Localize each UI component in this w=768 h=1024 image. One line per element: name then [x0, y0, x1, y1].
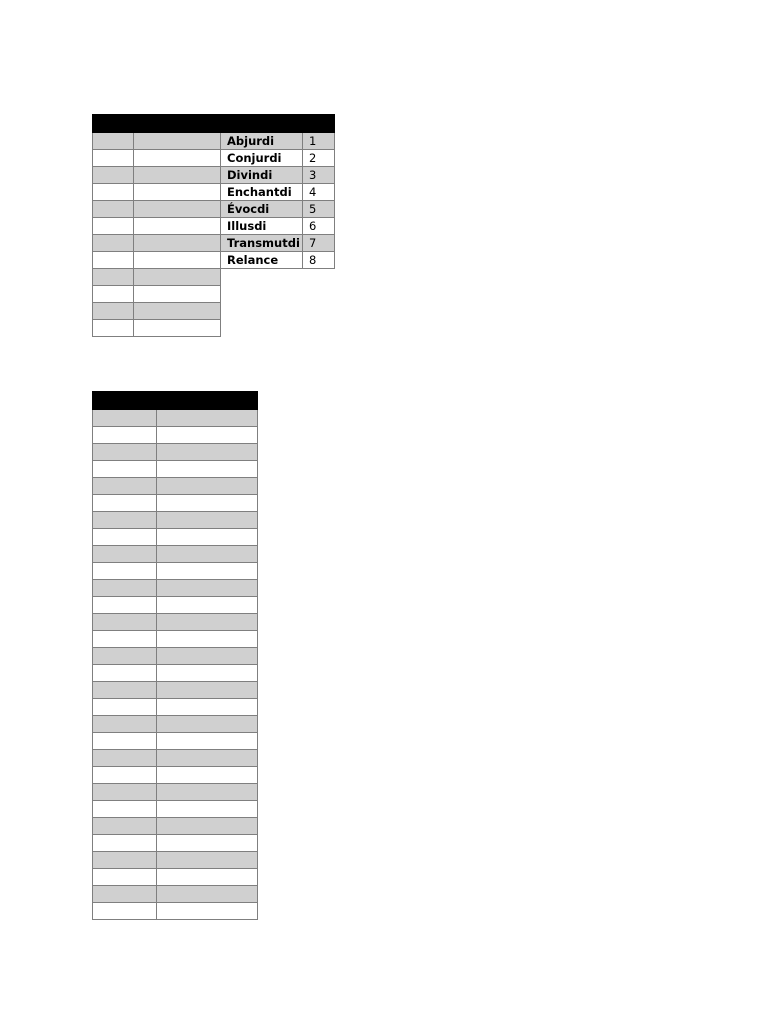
empty-cell — [157, 784, 258, 801]
table-row — [93, 235, 335, 252]
empty-cell — [157, 818, 258, 835]
empty-cell — [93, 303, 134, 320]
empty-cell — [93, 320, 134, 337]
empty-cell — [134, 235, 221, 252]
school-name-cell: Relance — [221, 252, 303, 269]
empty-cell — [157, 835, 258, 852]
empty-cell — [93, 218, 134, 235]
empty-cell — [134, 303, 221, 320]
header-cell — [303, 115, 335, 133]
school-name-cell: Transmutdi — [221, 235, 303, 252]
empty-cell — [157, 495, 258, 512]
blank-space — [221, 303, 303, 320]
empty-cell — [157, 750, 258, 767]
header-cell — [93, 115, 134, 133]
empty-cell — [157, 410, 258, 427]
empty-cell — [157, 886, 258, 903]
blank-space — [221, 286, 303, 303]
empty-cell — [93, 133, 134, 150]
table-row — [93, 303, 335, 320]
empty-cell — [93, 461, 157, 478]
empty-cell — [157, 512, 258, 529]
empty-cell — [93, 801, 157, 818]
empty-cell — [157, 767, 258, 784]
blank-space — [303, 286, 335, 303]
empty-cell — [93, 716, 157, 733]
table-row — [93, 767, 258, 784]
school-name-cell: Enchantdi — [221, 184, 303, 201]
empty-cell — [157, 665, 258, 682]
empty-cell — [134, 286, 221, 303]
empty-cell — [134, 252, 221, 269]
empty-cell — [157, 716, 258, 733]
empty-cell — [93, 903, 157, 920]
empty-table — [92, 391, 258, 920]
empty-cell — [93, 201, 134, 218]
table-row — [93, 252, 335, 269]
table-row — [93, 150, 335, 167]
empty-cell — [134, 218, 221, 235]
empty-cell — [93, 784, 157, 801]
empty-cell — [157, 461, 258, 478]
blank-space — [221, 320, 303, 337]
empty-cell — [93, 235, 134, 252]
table-row — [93, 580, 258, 597]
empty-cell — [134, 269, 221, 286]
school-number-cell: 6 — [303, 218, 335, 235]
table-row — [93, 614, 258, 631]
table-row — [93, 801, 258, 818]
empty-cell — [93, 682, 157, 699]
table-row — [93, 784, 258, 801]
empty-cell — [93, 835, 157, 852]
empty-cell — [93, 286, 134, 303]
empty-cell — [157, 427, 258, 444]
table-row — [93, 886, 258, 903]
empty-cell — [93, 563, 157, 580]
school-name-cell: Évocdi — [221, 201, 303, 218]
empty-cell — [93, 597, 157, 614]
empty-cell — [93, 580, 157, 597]
empty-cell — [157, 648, 258, 665]
empty-cell — [157, 563, 258, 580]
table-row — [93, 286, 335, 303]
blank-space — [303, 269, 335, 286]
table-row — [93, 750, 258, 767]
school-number-cell: 3 — [303, 167, 335, 184]
empty-cell — [93, 818, 157, 835]
empty-cell — [93, 150, 134, 167]
school-name-cell: Abjurdi — [221, 133, 303, 150]
header-cell — [134, 115, 221, 133]
table-row — [93, 218, 335, 235]
school-number-cell: 4 — [303, 184, 335, 201]
table-row — [93, 563, 258, 580]
table-row — [93, 699, 258, 716]
empty-cell — [93, 852, 157, 869]
table-row — [93, 495, 258, 512]
empty-cell — [157, 699, 258, 716]
school-number-cell: 7 — [303, 235, 335, 252]
school-name-cell: Illusdi — [221, 218, 303, 235]
empty-cell — [157, 529, 258, 546]
table-row — [93, 529, 258, 546]
school-table-header-row — [93, 115, 335, 133]
table-row — [93, 733, 258, 750]
school-name-cell: Conjurdi — [221, 150, 303, 167]
empty-cell — [157, 801, 258, 818]
table-row — [93, 648, 258, 665]
empty-cell — [134, 320, 221, 337]
school-number-cell: 5 — [303, 201, 335, 218]
table-row — [93, 869, 258, 886]
empty-cell — [93, 269, 134, 286]
empty-cell — [157, 478, 258, 495]
empty-cell — [134, 184, 221, 201]
table-row — [93, 427, 258, 444]
school-table — [92, 114, 335, 337]
empty-cell — [157, 614, 258, 631]
table-row — [93, 320, 335, 337]
blank-space — [303, 303, 335, 320]
table-row — [93, 512, 258, 529]
empty-cell — [157, 903, 258, 920]
header-cell — [93, 392, 157, 410]
empty-cell — [157, 869, 258, 886]
empty-cell — [134, 133, 221, 150]
empty-cell — [157, 631, 258, 648]
empty-cell — [157, 580, 258, 597]
empty-cell — [93, 444, 157, 461]
empty-cell — [93, 495, 157, 512]
empty-cell — [93, 529, 157, 546]
empty-cell — [157, 852, 258, 869]
school-number-cell: 2 — [303, 150, 335, 167]
table-row — [93, 269, 335, 286]
empty-cell — [93, 252, 134, 269]
table-row — [93, 133, 335, 150]
empty-cell — [93, 886, 157, 903]
table-row — [93, 478, 258, 495]
empty-cell — [93, 410, 157, 427]
empty-table-body — [93, 392, 258, 920]
empty-cell — [93, 512, 157, 529]
table-row — [93, 835, 258, 852]
school-table-body — [93, 115, 335, 337]
school-name-cell: Divindi — [221, 167, 303, 184]
table-row — [93, 903, 258, 920]
empty-cell — [93, 631, 157, 648]
table-row — [93, 631, 258, 648]
blank-space — [221, 269, 303, 286]
empty-cell — [93, 546, 157, 563]
empty-cell — [157, 682, 258, 699]
header-cell — [157, 392, 258, 410]
table-row — [93, 852, 258, 869]
empty-cell — [93, 767, 157, 784]
empty-cell — [134, 150, 221, 167]
table-row — [93, 818, 258, 835]
empty-cell — [93, 869, 157, 886]
empty-cell — [134, 201, 221, 218]
empty-table-header-row — [93, 392, 258, 410]
table-row — [93, 410, 258, 427]
empty-cell — [157, 733, 258, 750]
empty-cell — [93, 750, 157, 767]
empty-cell — [93, 699, 157, 716]
empty-cell — [93, 184, 134, 201]
empty-cell — [93, 665, 157, 682]
empty-cell — [157, 597, 258, 614]
table-row — [93, 201, 335, 218]
empty-cell — [134, 167, 221, 184]
table-row — [93, 167, 335, 184]
empty-cell — [93, 478, 157, 495]
school-number-cell: 8 — [303, 252, 335, 269]
table-row — [93, 665, 258, 682]
table-row — [93, 597, 258, 614]
empty-cell — [93, 614, 157, 631]
empty-cell — [157, 546, 258, 563]
empty-cell — [93, 167, 134, 184]
school-number-cell: 1 — [303, 133, 335, 150]
header-cell — [221, 115, 303, 133]
empty-cell — [93, 733, 157, 750]
table-row — [93, 682, 258, 699]
empty-cell — [93, 648, 157, 665]
empty-cell — [93, 427, 157, 444]
table-row — [93, 461, 258, 478]
table-row — [93, 444, 258, 461]
empty-cell — [157, 444, 258, 461]
blank-space — [303, 320, 335, 337]
table-row — [93, 546, 258, 563]
table-row — [93, 716, 258, 733]
table-row — [93, 184, 335, 201]
